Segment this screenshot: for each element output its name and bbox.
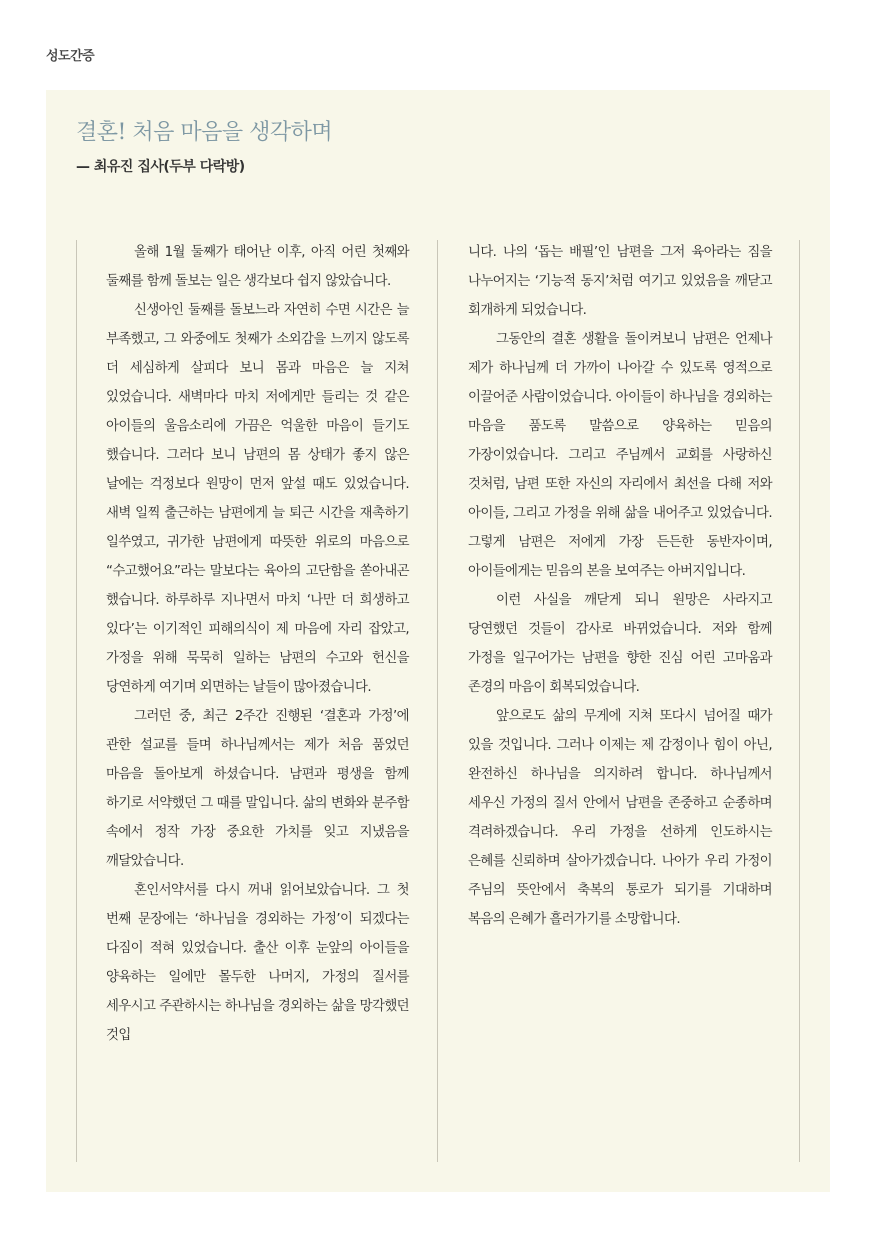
column-rule-left [76, 240, 77, 1162]
paragraph: 그러던 중, 최근 2주간 진행된 ‘결혼과 가정’에 관한 설교를 들며 하나님께서는 제가 처음 품었던 마음을 돌아보게 하셨습니다. 남편과 평생을 함께 하기로 서약했던 그 때를 말입니다. 삶의 변화와 분주함 속에서 정작 가장 중요한 가치를 잊고 지냈음을 깨달았습니다. [106, 709, 409, 869]
paragraph: 이런 사실을 깨닫게 되니 원망은 사라지고 당연했던 것들이 감사로 바뀌었습니다. 저와 함께 가정을 일구어가는 남편을 향한 진심 어린 고마움과 존경의 마음이 회복되었습니다. [468, 593, 772, 695]
paragraph: 혼인서약서를 다시 꺼내 읽어보았습니다. 그 첫 번째 문장에는 ‘하나님을 경외하는 가정’이 되겠다는 다짐이 적혀 있었습니다. 출산 이후 눈앞의 아이들을 양육하는 일에만 몰두한 나머지, 가정의 질서를 세우시고 주관하시는 하나님을 경외하는 삶을 망각했던 것입 [106, 883, 409, 1043]
paragraph: 그동안의 결혼 생활을 돌이켜보니 남편은 언제나 제가 하나님께 더 가까이 나아갈 수 있도록 영적으로 이끌어준 사람이었습니다. 아이들이 하나님을 경외하는 마음을 품도록 말씀으로 양육하는 믿음의 가장이었습니다. 그리고 주님께서 교회를 사랑하신 것처럼, 남편 또한 자신의 자리에서 최선을 다해 저와 아이들, 그리고 가정을 위해 삶을 내어주고 있었습니다. 그렇게 남편은 저에게 가장 든든한 동반자이며, 아이들에게는 믿음의 본을 보여주는 아버지입니다. [468, 332, 772, 579]
article-column-right [468, 238, 772, 934]
paragraph: 올해 1월 둘째가 태어난 이후, 아직 어린 첫째와 둘째를 함께 돌보는 일은 생각보다 쉽지 않았습니다. [106, 245, 409, 289]
paragraph: 앞으로도 삶의 무게에 지쳐 또다시 넘어질 때가 있을 것입니다. 그러나 이제는 제 감정이나 힘이 아닌, 완전하신 하나님을 의지하려 합니다. 하나님께서 세우신 가정의 질서 안에서 남편을 존중하고 순종하며 격려하겠습니다. 우리 가정을 선하게 인도하시는 은혜를 신뢰하며 살아가겠습니다. 나아가 우리 가정이 주님의 뜻안에서 축복의 통로가 되기를 기대하며 복음의 은혜가 흘러가기를 소망합니다. [468, 709, 772, 927]
article-column-left [106, 238, 409, 1050]
column-rule-right [799, 240, 800, 1162]
section-label: 성도간증 [46, 49, 95, 64]
article-byline: — 최유진 집사(두부 다락방) [76, 159, 245, 175]
article-panel [46, 90, 830, 1192]
paragraph-continuation: 니다. 나의 ‘돕는 배필’인 남편을 그저 육아라는 짐을 나누어지는 ‘기능적 동지’처럼 여기고 있었음을 깨닫고 회개하게 되었습니다. [468, 245, 772, 318]
column-rule-middle [437, 240, 438, 1162]
paragraph: 신생아인 둘째를 돌보느라 자연히 수면 시간은 늘 부족했고, 그 와중에도 첫째가 소외감을 느끼지 않도록 더 세심하게 살피다 보니 몸과 마음은 늘 지쳐 있었습니다. 새벽마다 마치 저에게만 들리는 것 같은 아이들의 울음소리에 가끔은 억울한 마음이 들기도 했습니다. 그러다 보니 남편의 몸 상태가 좋지 않은 날에는 걱정보다 원망이 먼저 앞설 때도 있었습니다. 새벽 일찍 출근하는 남편에게 늘 퇴근 시간을 재촉하기 일쑤였고, 귀가한 남편에게 따뜻한 위로의 마음으로 “수고했어요”라는 말보다는 육아의 고단함을 쏟아내곤 했습니다. 하루하루 지나면서 마치 ‘나만 더 희생하고 있다’는 이기적인 피해의식이 제 마음에 자리 잡았고, 가정을 위해 묵묵히 일하는 남편의 수고와 헌신을 당연하게 여기며 외면하는 날들이 많아졌습니다. [106, 303, 409, 695]
article-title: 결혼! 처음 마음을 생각하며 [76, 120, 333, 145]
